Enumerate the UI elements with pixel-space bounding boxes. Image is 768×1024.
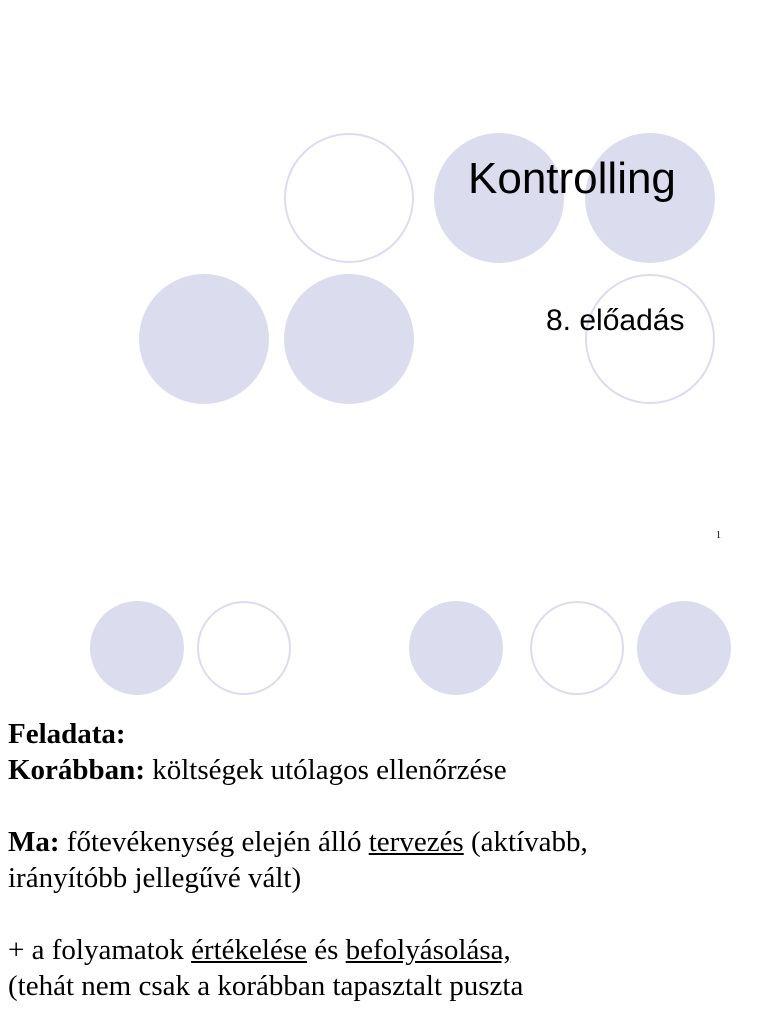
decorative-circle-filled — [90, 601, 184, 695]
decorative-circle-outline — [530, 601, 624, 695]
processes-text-b: és — [306, 934, 346, 966]
decorative-circle-filled — [409, 601, 503, 695]
previously-line — [8, 752, 758, 788]
content-slide — [0, 576, 768, 1024]
page-number: 1 — [716, 530, 721, 541]
processes-text-a: + a folyamatok — [8, 934, 192, 966]
spacer — [8, 788, 758, 824]
evaluation-underlined: értékelése — [191, 934, 307, 966]
now-text-b: (aktívabb, — [463, 826, 588, 858]
explanation-line: (tehát nem csak a korábban tapasztalt puszta — [8, 970, 524, 1002]
decorative-circle-outline — [284, 133, 414, 263]
heading: Feladata: — [8, 718, 126, 750]
slide-title: Kontrolling — [468, 154, 676, 203]
now-line-continued: irányítóbb jellegűvé vált) — [8, 862, 302, 894]
decorative-circle-outline — [197, 601, 291, 695]
decorative-circle-filled — [284, 274, 414, 404]
slide-subtitle: 8. előadás — [546, 304, 685, 337]
now-line — [8, 824, 758, 860]
decorative-circle-outline — [585, 274, 715, 404]
planning-underlined: tervezés — [368, 826, 464, 858]
heading-line — [8, 716, 758, 752]
decorative-circle-filled — [139, 274, 269, 404]
now-label: Ma: — [8, 826, 60, 858]
spacer — [8, 896, 758, 932]
previously-label: Korábban: — [8, 754, 145, 786]
influencing-underlined: befolyásolása, — [345, 934, 511, 966]
content-text — [8, 716, 758, 1004]
decorative-circle-filled — [637, 601, 731, 695]
previously-text: költségek utólagos ellenőrzése — [144, 754, 507, 786]
processes-line — [8, 932, 758, 968]
now-text-a: főtevékenység elején álló — [59, 826, 369, 858]
